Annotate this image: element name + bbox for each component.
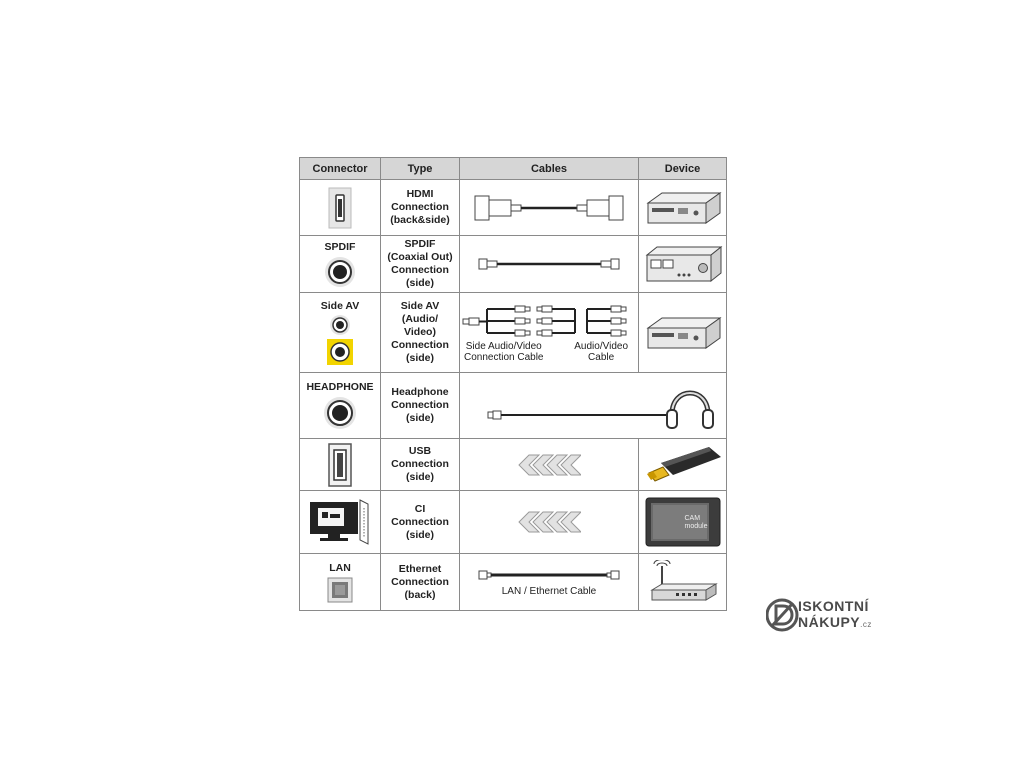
cam-label-line: CAM: [684, 515, 701, 522]
type-line: USB: [408, 445, 432, 457]
type-line: Video): [404, 326, 436, 338]
connector-cell: [300, 373, 381, 439]
connector-cell: [300, 293, 381, 373]
video-port-icon: [327, 339, 353, 365]
type-line: Connection: [391, 515, 449, 528]
table-row: [300, 373, 727, 439]
type-line: Connection: [391, 264, 449, 276]
dvd-player-icon: [644, 316, 722, 350]
hdmi-port-icon: [328, 187, 352, 229]
table-row: [300, 293, 727, 373]
type-line: (side): [405, 277, 434, 289]
ethernet-cable-icon: [469, 567, 629, 583]
cam-label: [685, 515, 708, 531]
logo-suffix: .cz: [860, 620, 872, 629]
device-cell: [639, 236, 727, 293]
cable-caption: [464, 341, 544, 363]
header-connector: Connector: [300, 158, 381, 180]
connector-cell: [300, 180, 381, 236]
connector-cell: [300, 439, 381, 491]
header-device: Device: [639, 158, 727, 180]
usb-arrows-icon: [517, 454, 581, 476]
logo-line2: [798, 614, 872, 630]
cam-card-shape: [645, 497, 721, 547]
table-row: [300, 491, 727, 554]
type-line: (side): [405, 412, 434, 424]
cam-label-line: module: [684, 523, 708, 530]
cable-caption: LAN / Ethernet Cable: [501, 586, 597, 597]
caption-line: Connection Cable: [464, 351, 544, 363]
spdif-port-icon: [324, 256, 356, 288]
connector-cell: [300, 554, 381, 611]
coaxial-cable-icon: [469, 252, 629, 276]
headphones-icon: [468, 380, 718, 432]
caption-line: Cable: [588, 351, 615, 363]
audio-port-icon: [329, 314, 351, 336]
cable-cell: [460, 554, 639, 611]
type-line: SPDIF: [404, 238, 436, 250]
device-cell: [639, 180, 727, 236]
header-cables: Cables: [460, 158, 639, 180]
table-row: [300, 439, 727, 491]
type-cell: [381, 373, 460, 439]
hdmi-cable-icon: [469, 188, 629, 228]
type-line: Side AV: [400, 300, 440, 312]
connector-label: Side AV: [320, 300, 360, 312]
device-cell: [639, 293, 727, 373]
type-line: Headphone: [391, 386, 449, 398]
type-line: HDMI: [406, 188, 434, 200]
cable-cell: [460, 236, 639, 293]
lan-port-icon: [327, 577, 353, 603]
cable-cell: [460, 439, 639, 491]
type-line: CI: [414, 502, 426, 515]
type-cell: [381, 439, 460, 491]
type-cell: [381, 491, 460, 554]
device-cell: [639, 554, 727, 611]
cable-cell: [460, 491, 639, 554]
cable-captions: [460, 341, 638, 363]
type-line: Connection: [391, 399, 449, 411]
cable-cell: [460, 373, 727, 439]
cable-cell: [460, 293, 639, 373]
type-line: Connection: [391, 458, 449, 470]
caption-line: Side Audio/Video: [465, 340, 542, 352]
type-cell: [381, 236, 460, 293]
connector-label: LAN: [329, 561, 351, 574]
connections-table: [299, 157, 727, 611]
type-line: (side): [405, 352, 434, 364]
connector-cell: [300, 236, 381, 293]
table-row: [300, 554, 727, 611]
av-receiver-icon: [643, 245, 723, 283]
type-line: Connection: [391, 339, 449, 351]
connector-label: SPDIF: [324, 240, 356, 253]
logo-word: NÁKUPY: [798, 614, 861, 630]
type-line: Connection: [391, 201, 449, 213]
type-line: (side): [405, 471, 434, 483]
type-line: (back): [404, 588, 436, 601]
caption-line: Audio/Video: [574, 340, 628, 352]
table-row: [300, 236, 727, 293]
table-header-row: [300, 158, 727, 180]
av-cable-icon: [461, 303, 637, 341]
brand-logo-icon: [766, 597, 800, 633]
device-cell: [639, 491, 727, 554]
device-cell: [639, 439, 727, 491]
header-type: Type: [381, 158, 460, 180]
type-line: Connection: [391, 575, 449, 588]
logo-line1: ISKONTNÍ: [798, 598, 869, 614]
cam-module-icon: [645, 497, 721, 547]
table-row: [300, 180, 727, 236]
type-cell: [381, 554, 460, 611]
connector-label: HEADPHONE: [306, 381, 374, 393]
cable-cell: [460, 180, 639, 236]
tv-back-icon: [308, 498, 372, 546]
type-line: (Audio/: [401, 313, 439, 325]
usb-stick-icon: [643, 443, 723, 487]
type-line: (Coaxial Out): [387, 251, 453, 263]
type-line: (side): [405, 528, 434, 541]
usb-port-icon: [328, 443, 352, 487]
type-line: (back&side): [390, 214, 450, 226]
router-icon: [648, 560, 718, 604]
headphone-jack-icon: [323, 396, 357, 430]
dvd-player-icon: [644, 191, 722, 225]
type-cell: [381, 293, 460, 373]
cable-caption: [574, 341, 628, 363]
type-line: Ethernet: [398, 562, 442, 575]
connector-cell: [300, 491, 381, 554]
ci-arrows-icon: [517, 511, 581, 533]
type-cell: [381, 180, 460, 236]
